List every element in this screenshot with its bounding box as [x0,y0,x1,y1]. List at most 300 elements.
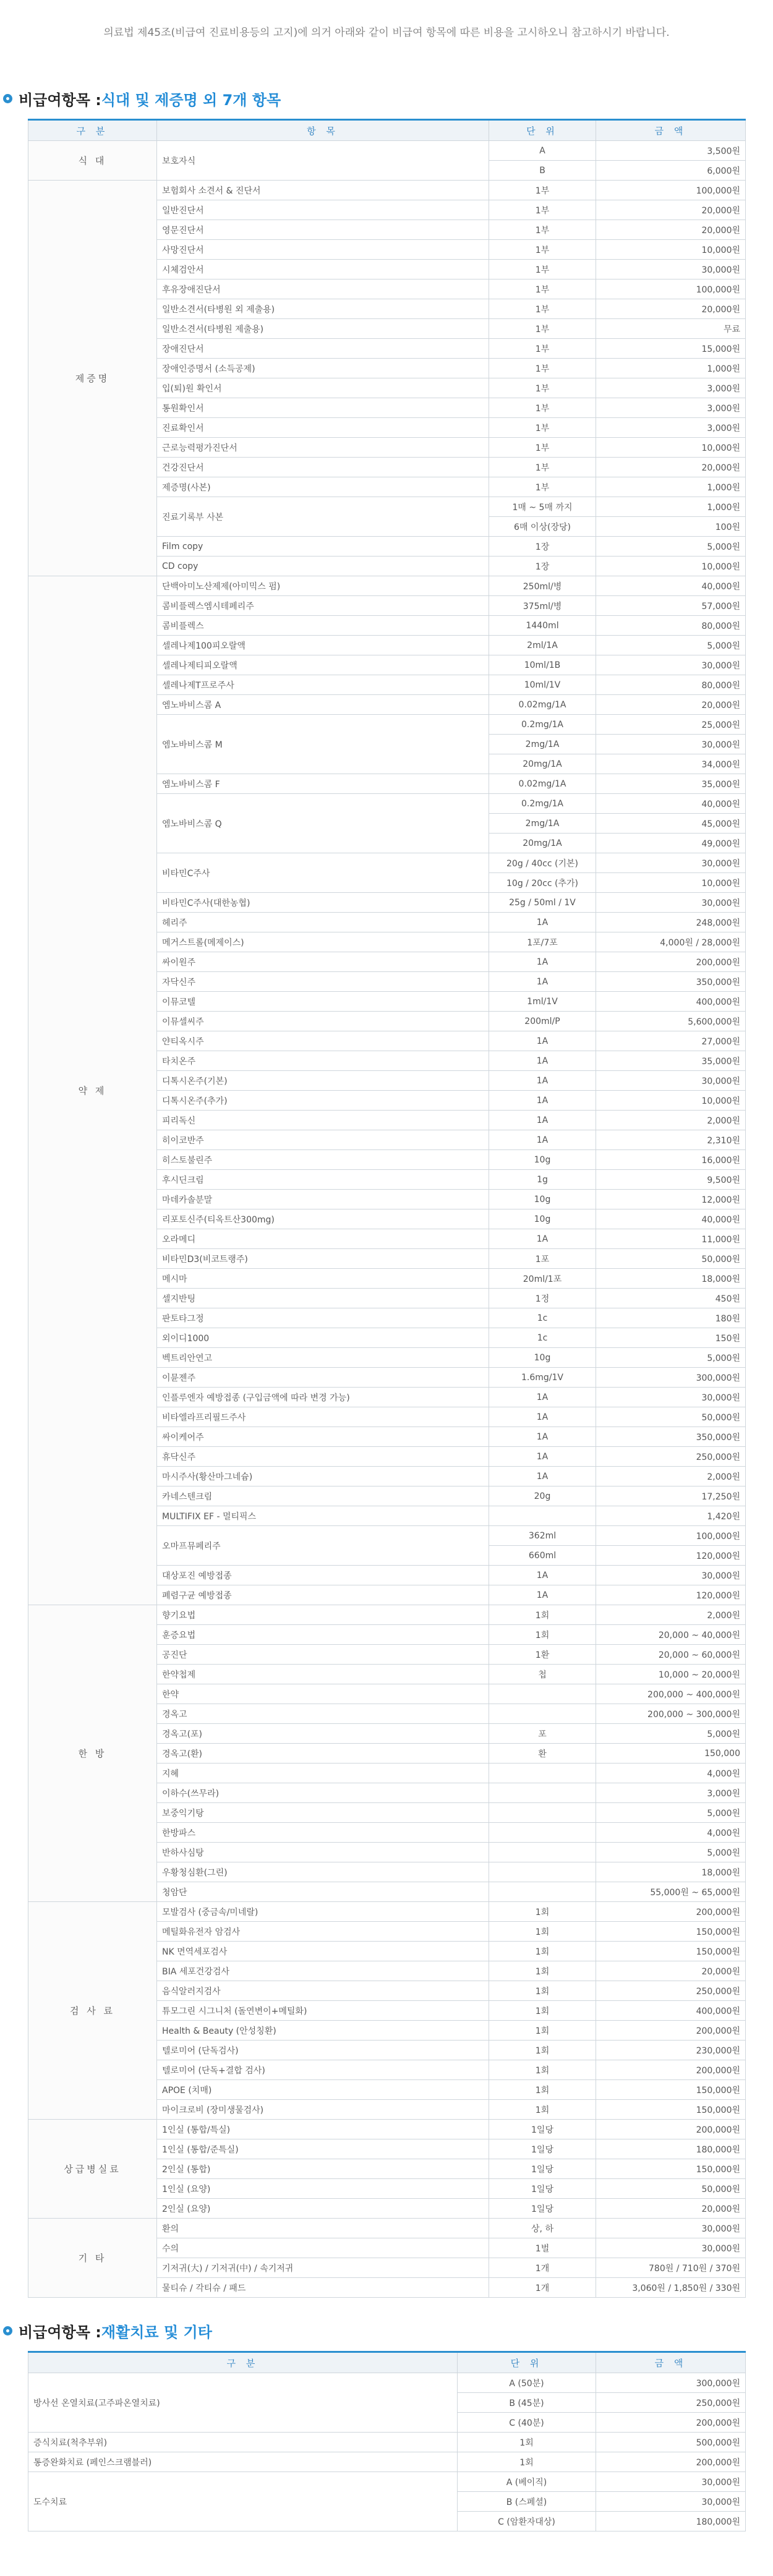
item-cell: 헤리주 [157,913,489,932]
unit-cell: 1부 [489,240,596,260]
unit-cell: 20g [489,1486,596,1506]
unit-cell: 1A [489,1407,596,1427]
item-cell: 셀지반팅 [157,1289,489,1308]
amount-cell: 57,000원 [596,596,746,616]
amount-cell: 100,000원 [596,181,746,200]
amount-cell: 150,000원 [596,2080,746,2100]
item-cell: 디톡시온주(추가) [157,1091,489,1111]
item-cell: 피리독신 [157,1111,489,1130]
unit-cell: 1부 [489,279,596,299]
table-row [28,1902,746,1922]
amount-cell: 6,000원 [596,161,746,181]
unit-cell: 1부 [489,398,596,418]
amount-cell: 20,000원 [596,200,746,220]
unit-cell [489,1684,596,1704]
unit-cell: 2ml/1A [489,636,596,655]
item-cell: 비타민D3(비코트랭주) [157,1249,489,1269]
unit-cell: 상, 하 [489,2219,596,2238]
amount-cell: 200,000 ~ 400,000원 [596,1684,746,1704]
amount-cell: 30,000원 [596,735,746,754]
item-cell: 진료기록부 사본 [157,497,489,537]
amount-cell: 400,000원 [596,2001,746,2021]
amount-cell: 11,000원 [596,1229,746,1249]
amount-cell: 2,000원 [596,1467,746,1486]
item-cell: 경옥고(포) [157,1724,489,1744]
amount-cell: 248,000원 [596,913,746,932]
item-cell: 경옥고(환) [157,1744,489,1764]
amount-cell: 10,000원 [596,240,746,260]
item-cell: 통증완화치료 (페인스크램블러) [28,2452,458,2472]
amount-cell: 5,000원 [596,1803,746,1823]
item-cell: 일반소견서(타병원 제출용) [157,319,489,339]
item-cell: 한방파스 [157,1823,489,1843]
header-category: 구 분 [28,2352,458,2373]
item-cell: 인플루엔자 예방접종 (구입금액에 따라 변경 가능) [157,1388,489,1407]
item-cell: 기저귀(大) / 기저귀(中) / 속기저귀 [157,2258,489,2278]
unit-cell: 20ml/1포 [489,1269,596,1289]
item-cell: 엠노바비스콤 F [157,774,489,794]
unit-cell: A (50분) [458,2373,596,2393]
unit-cell: 1A [489,1467,596,1486]
unit-cell: 1A [489,1427,596,1447]
category-cell: 상급병실료 [28,2120,157,2219]
unit-cell: 1c [489,1308,596,1328]
unit-cell: 10g [489,1348,596,1368]
item-cell: NK 면역세포검사 [157,1942,489,1961]
amount-cell: 20,000원 [596,695,746,715]
item-cell: 메틸화유전자 암검사 [157,1922,489,1942]
amount-cell: 20,000원 [596,299,746,319]
unit-cell: 10g / 20cc (추가) [489,873,596,893]
unit-cell: 1회 [489,1605,596,1625]
item-cell: 1인실 (통합/특실) [157,2120,489,2139]
unit-cell: 1장 [489,557,596,576]
item-cell: 폐렴구균 예방접종 [157,1585,489,1605]
amount-cell: 49,000원 [596,834,746,853]
unit-cell: B (45분) [458,2393,596,2413]
amount-cell: 30,000원 [596,1566,746,1585]
item-cell: Film copy [157,537,489,557]
amount-cell: 30,000원 [596,260,746,279]
table-header-row [28,2352,746,2373]
unit-cell: 1A [489,1229,596,1249]
unit-cell: 25g / 50ml / 1V [489,893,596,913]
unit-cell: 1A [489,913,596,932]
unit-cell: 1A [489,1051,596,1071]
item-cell: 보호자식 [157,141,489,181]
amount-cell: 30,000원 [596,893,746,913]
unit-cell: 1A [489,1111,596,1130]
item-cell: MULTIFIX EF - 멀티픽스 [157,1506,489,1526]
unit-cell: A [489,141,596,161]
unit-cell: 20g / 40cc (기본) [489,853,596,873]
item-cell: 비타엘라프리필드주사 [157,1407,489,1427]
amount-cell: 780원 / 710원 / 370원 [596,2258,746,2278]
amount-cell: 120,000원 [596,1546,746,1566]
amount-cell: 200,000원 [596,2021,746,2041]
item-cell: 외이디1000 [157,1328,489,1348]
unit-cell: 환 [489,1744,596,1764]
item-cell: 텔로미어 (단독검사) [157,2041,489,2060]
item-cell: 비타민C주사 [157,853,489,893]
unit-cell: 0.02mg/1A [489,695,596,715]
item-cell: 이뮤셀씨주 [157,1012,489,1031]
header-item: 항 목 [157,120,489,141]
unit-cell: 1정 [489,1289,596,1308]
amount-cell: 300,000원 [596,1368,746,1388]
amount-cell: 250,000원 [596,2393,746,2413]
bullet-circle-icon [3,2326,12,2335]
unit-cell [489,1882,596,1902]
unit-cell: 1A [489,952,596,972]
item-cell: 콤비플렉스 [157,616,489,636]
amount-cell: 200,000원 [596,1902,746,1922]
item-cell: 대상포진 예방접종 [157,1566,489,1585]
amount-cell: 180,000원 [596,2139,746,2159]
unit-cell: 2mg/1A [489,735,596,754]
item-cell: 싸이원주 [157,952,489,972]
unit-cell: 1부 [489,260,596,279]
unit-cell: 200ml/P [489,1012,596,1031]
unit-cell: 1일당 [489,2159,596,2179]
table-row [28,2472,746,2492]
amount-cell: 180원 [596,1308,746,1328]
item-cell: 이하수(쓰무라) [157,1783,489,1803]
category-cell: 검 사 료 [28,1902,157,2120]
item-cell: 히스토불린주 [157,1150,489,1170]
unit-cell: 1부 [489,458,596,477]
item-cell: 1인실 (통합/준특실) [157,2139,489,2159]
amount-cell: 200,000원 [596,2120,746,2139]
unit-cell: 1부 [489,438,596,458]
item-cell: 장애인증명서 (소득공제) [157,359,489,378]
item-cell: BIA 세포건강검사 [157,1961,489,1981]
item-cell: CD copy [157,557,489,576]
unit-cell: 1일당 [489,2120,596,2139]
unit-cell: 1회 [489,1942,596,1961]
table-row [28,1605,746,1625]
item-cell: 보험회사 소견서 & 진단서 [157,181,489,200]
item-cell: 제증명(사본) [157,477,489,497]
amount-cell: 10,000원 [596,438,746,458]
table-row [28,2120,746,2139]
amount-cell: 18,000원 [596,1862,746,1882]
item-cell: 단백아미노산제제(아미믹스 펌) [157,576,489,596]
unit-cell: 1개 [489,2258,596,2278]
category-cell: 기 타 [28,2219,157,2298]
item-cell: 카네스텐크림 [157,1486,489,1506]
unit-cell: 1부 [489,359,596,378]
unit-cell: 1회 [489,2021,596,2041]
amount-cell: 3,060원 / 1,850원 / 330원 [596,2278,746,2298]
item-cell: APOE (치매) [157,2080,489,2100]
amount-cell: 200,000원 [596,2060,746,2080]
unit-cell [489,1803,596,1823]
unit-cell: 660ml [489,1546,596,1566]
unit-cell [489,1764,596,1783]
unit-cell: 1부 [489,339,596,359]
unit-cell: 1개 [489,2278,596,2298]
amount-cell: 2,000원 [596,1111,746,1130]
amount-cell: 10,000원 [596,1091,746,1111]
unit-cell: 1매 ~ 5매 까지 [489,497,596,517]
header-category: 구 분 [28,120,157,141]
unit-cell: 2mg/1A [489,814,596,834]
amount-cell: 16,000원 [596,1150,746,1170]
unit-cell: C (암환자대상) [458,2512,596,2531]
amount-cell: 30,000원 [596,853,746,873]
unit-cell: 10g [489,1150,596,1170]
item-cell: 엠노바비스콤 A [157,695,489,715]
amount-cell: 150,000원 [596,2100,746,2120]
amount-cell: 400,000원 [596,992,746,1012]
amount-cell: 40,000원 [596,576,746,596]
amount-cell: 80,000원 [596,616,746,636]
amount-cell: 200,000원 [596,2413,746,2433]
amount-cell: 5,000원 [596,537,746,557]
unit-cell: 1회 [489,2001,596,2021]
item-cell: 일반진단서 [157,200,489,220]
item-cell: 장애진단서 [157,339,489,359]
unit-cell: 1환 [489,1645,596,1665]
item-cell: 입(퇴)원 확인서 [157,378,489,398]
unit-cell: 375ml/병 [489,596,596,616]
unit-cell: 1부 [489,220,596,240]
item-cell: 청암단 [157,1882,489,1902]
amount-cell: 80,000원 [596,675,746,695]
amount-cell: 200,000 ~ 300,000원 [596,1704,746,1724]
unit-cell: 1장 [489,537,596,557]
item-cell: 우황청심환(그린) [157,1862,489,1882]
amount-cell: 100원 [596,517,746,537]
amount-cell: 500,000원 [596,2433,746,2452]
table-row [28,141,746,161]
item-cell: 지혜 [157,1764,489,1783]
unit-cell: 1A [489,1091,596,1111]
unit-cell: 1g [489,1170,596,1190]
amount-cell: 120,000원 [596,1585,746,1605]
amount-cell: 35,000원 [596,774,746,794]
amount-cell: 5,000원 [596,1348,746,1368]
unit-cell: 1포 [489,1249,596,1269]
unit-cell [489,1823,596,1843]
intro-notice: 의료법 제45조(비급여 진료비용등의 고지)에 의거 아래와 같이 비급여 항목에 따른 비용을 고시하오니 참고하시기 바랍니다. [103,27,670,39]
item-cell: 엠노바비스콤 M [157,715,489,774]
unit-cell: 10g [489,1209,596,1229]
item-cell: 디톡시온주(기본) [157,1071,489,1091]
amount-cell: 45,000원 [596,814,746,834]
section1-title [3,88,281,109]
unit-cell: 362ml [489,1526,596,1546]
table-row [28,576,746,596]
amount-cell: 1,000원 [596,497,746,517]
item-cell: 후시딘크림 [157,1170,489,1190]
amount-cell: 5,600,000원 [596,1012,746,1031]
item-cell: 음식알러지검사 [157,1981,489,2001]
header-amount: 금 액 [596,2352,746,2373]
unit-cell: 1부 [489,299,596,319]
amount-cell: 무료 [596,319,746,339]
item-cell: 셀레나제티피오랄액 [157,655,489,675]
unit-cell: 1A [489,972,596,992]
section2-title-highlight: 재활치료 및 기타 [101,2323,212,2341]
amount-cell: 4,000원 [596,1764,746,1783]
amount-cell: 1,420원 [596,1506,746,1526]
amount-cell: 50,000원 [596,1249,746,1269]
category-cell: 제증명 [28,181,157,576]
item-cell: 2인실 (요양) [157,2199,489,2219]
amount-cell: 30,000원 [596,1071,746,1091]
amount-cell: 3,000원 [596,418,746,438]
amount-cell: 30,000원 [596,2219,746,2238]
amount-cell: 450원 [596,1289,746,1308]
table-row [28,2452,746,2472]
unit-cell [489,1862,596,1882]
item-cell: 마시주사(황산마그네슘) [157,1467,489,1486]
item-cell: 도수치료 [28,2472,458,2531]
amount-cell: 17,250원 [596,1486,746,1506]
unit-cell: B [489,161,596,181]
amount-cell: 150,000원 [596,1922,746,1942]
unit-cell: 1회 [489,1961,596,1981]
amount-cell: 15,000원 [596,339,746,359]
amount-cell: 200,000원 [596,2452,746,2472]
unit-cell: 1회 [458,2452,596,2472]
unit-cell: 1회 [458,2433,596,2452]
item-cell: 진료확인서 [157,418,489,438]
amount-cell: 30,000원 [596,2472,746,2492]
unit-cell: 1회 [489,2060,596,2080]
section1-title-prefix: 비급여항목 : [19,91,101,109]
unit-cell: 10g [489,1190,596,1209]
amount-cell: 20,000원 [596,220,746,240]
unit-cell: 1부 [489,418,596,438]
item-cell: 메거스트롤(메제이스) [157,932,489,952]
item-cell: 영문진단서 [157,220,489,240]
unit-cell: B (스페셜) [458,2492,596,2512]
fee-table-main [28,119,746,2298]
item-cell: 모발검사 (중금속/미네랄) [157,1902,489,1922]
item-cell: 1인실 (요양) [157,2179,489,2199]
item-cell: 마데카솔분말 [157,1190,489,1209]
item-cell: 방사선 온열치료(고주파온열치료) [28,2373,458,2433]
item-cell: 판토타그정 [157,1308,489,1328]
item-cell: 환의 [157,2219,489,2238]
amount-cell: 150,000원 [596,1942,746,1961]
amount-cell: 50,000원 [596,1407,746,1427]
item-cell: Health & Beauty (안성칭환) [157,2021,489,2041]
amount-cell: 350,000원 [596,1427,746,1447]
item-cell: 보중익기탕 [157,1803,489,1823]
item-cell: 2인실 (통합) [157,2159,489,2179]
amount-cell: 30,000원 [596,1388,746,1407]
amount-cell: 180,000원 [596,2512,746,2531]
amount-cell: 5,000원 [596,1843,746,1862]
amount-cell: 27,000원 [596,1031,746,1051]
unit-cell: 1부 [489,200,596,220]
unit-cell: 20mg/1A [489,754,596,774]
amount-cell: 35,000원 [596,1051,746,1071]
unit-cell: 1일당 [489,2179,596,2199]
bullet-circle-icon [3,94,12,103]
amount-cell: 2,000원 [596,1605,746,1625]
amount-cell: 30,000원 [596,2238,746,2258]
amount-cell: 50,000원 [596,2179,746,2199]
amount-cell: 10,000 ~ 20,000원 [596,1665,746,1684]
table-row [28,2373,746,2393]
unit-cell: 1A [489,1388,596,1407]
item-cell: 이뮤코텔 [157,992,489,1012]
amount-cell: 230,000원 [596,2041,746,2060]
section2-title-prefix: 비급여항목 : [19,2323,101,2341]
item-cell: 얀티옥시주 [157,1031,489,1051]
item-cell: 향기요법 [157,1605,489,1625]
fee-table-rehab [28,2351,746,2531]
item-cell: 리포토신주(티옥트산300mg) [157,1209,489,1229]
header-amount: 금 액 [596,120,746,141]
item-cell: 근로능력평가진단서 [157,438,489,458]
unit-cell: 1A [489,1031,596,1051]
amount-cell: 20,000 ~ 60,000원 [596,1645,746,1665]
unit-cell: 1포/7포 [489,932,596,952]
section2-title [3,2320,212,2341]
amount-cell: 9,500원 [596,1170,746,1190]
amount-cell: 150,000원 [596,2159,746,2179]
unit-cell: 1회 [489,2080,596,2100]
amount-cell: 150,000 [596,1744,746,1764]
amount-cell: 100,000원 [596,279,746,299]
item-cell: 한약첩제 [157,1665,489,1684]
item-cell: 한약 [157,1684,489,1704]
unit-cell: 1c [489,1328,596,1348]
unit-cell: 20mg/1A [489,834,596,853]
item-cell: 비타민C주사(대한농협) [157,893,489,913]
item-cell: 일반소견서(타병원 외 제출용) [157,299,489,319]
amount-cell: 10,000원 [596,873,746,893]
category-cell: 식 대 [28,141,157,181]
amount-cell: 30,000원 [596,2492,746,2512]
header-unit: 단 위 [489,120,596,141]
amount-cell: 4,000원 [596,1823,746,1843]
unit-cell: 1일당 [489,2199,596,2219]
unit-cell [489,1783,596,1803]
unit-cell: 1회 [489,1981,596,2001]
item-cell: 공진단 [157,1645,489,1665]
unit-cell: 1회 [489,1902,596,1922]
unit-cell: 1A [489,1447,596,1467]
unit-cell: 1ml/1V [489,992,596,1012]
item-cell: 훈증요법 [157,1625,489,1645]
table-row [28,2219,746,2238]
unit-cell: 1회 [489,2041,596,2060]
amount-cell: 100,000원 [596,1526,746,1546]
unit-cell: 0.02mg/1A [489,774,596,794]
unit-cell: 1회 [489,2100,596,2120]
item-cell: 이뮨젠주 [157,1368,489,1388]
amount-cell: 250,000원 [596,1447,746,1467]
unit-cell: 1부 [489,319,596,339]
amount-cell: 3,000원 [596,398,746,418]
amount-cell: 3,000원 [596,378,746,398]
amount-cell: 250,000원 [596,1981,746,2001]
unit-cell: A (베이직) [458,2472,596,2492]
unit-cell: 0.2mg/1A [489,715,596,735]
section1-title-highlight: 식대 및 제증명 외 7개 항목 [101,91,281,109]
table-row [28,2433,746,2452]
item-cell: 싸이케어주 [157,1427,489,1447]
amount-cell: 10,000원 [596,557,746,576]
unit-cell: 1.6mg/1V [489,1368,596,1388]
